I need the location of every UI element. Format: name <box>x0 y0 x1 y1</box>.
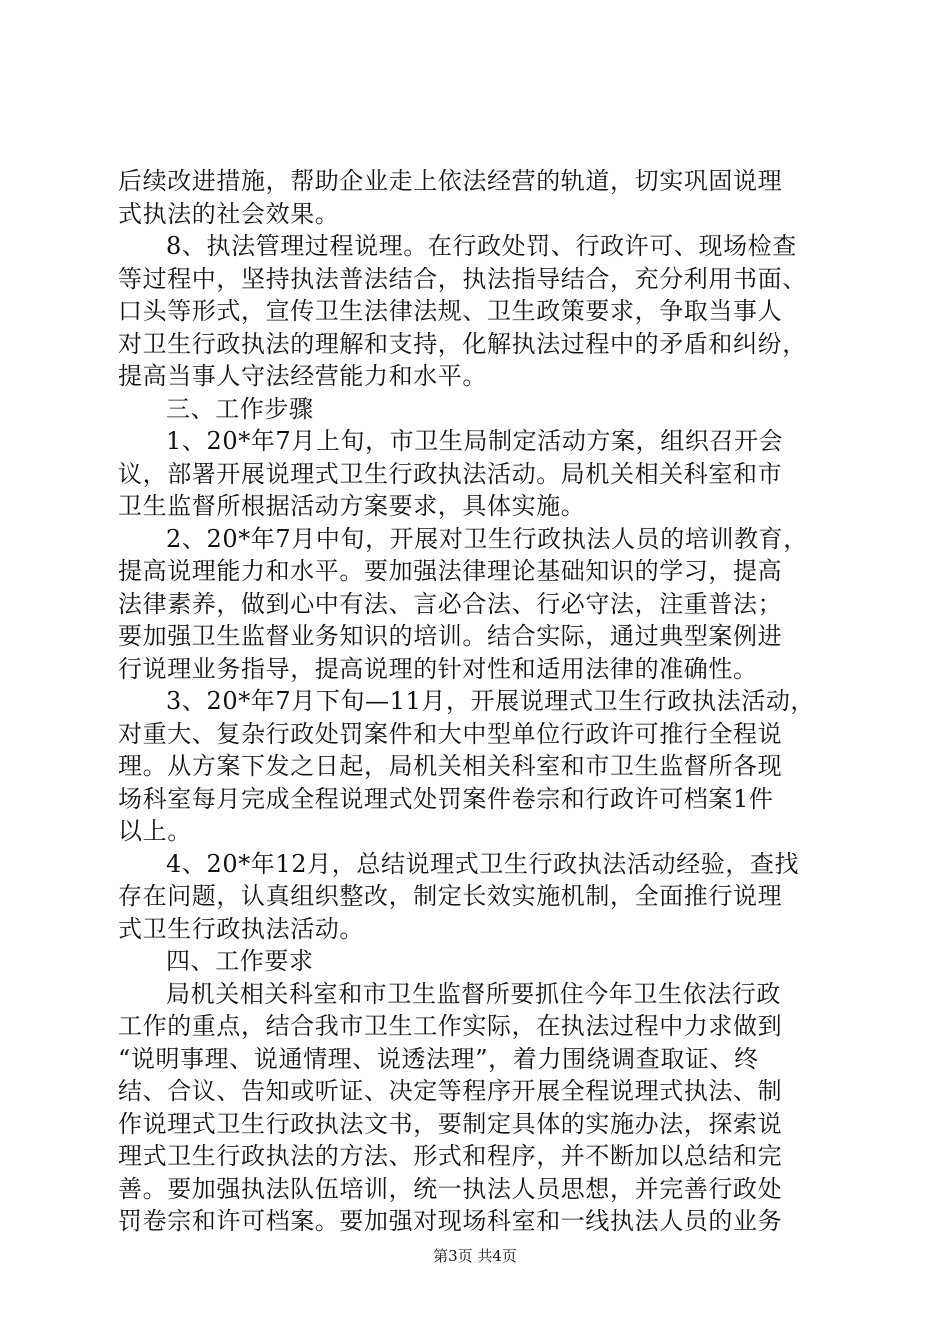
text-line: 存在问题，认真组织整改，制定长效实施机制，全面推行说理 <box>118 882 783 910</box>
text-line: “说明事理、说通情理、说透法理”，着力围绕调查取证、终 <box>118 1044 759 1073</box>
document-body <box>118 165 838 1238</box>
text-line: 善。要加强执法队伍培训，统一执法人员思想，并完善行政处 <box>118 1174 783 1203</box>
text-line: 以上。 <box>118 817 192 845</box>
text-line: 四、工作要求 <box>166 947 314 975</box>
text-line: 式执法的社会效果。 <box>118 199 340 228</box>
text-line: 2、20*年7月中旬，开展对卫生行政执法人员的培训教育， <box>166 524 808 553</box>
text-line: 行说理业务指导，提高说理的针对性和适用法律的准确性。 <box>118 654 758 683</box>
text-line: 等过程中，坚持执法普法结合，执法指导结合，充分利用书面、 <box>118 264 807 293</box>
text-line: 法律素养，做到心中有法、言必合法、行必守法，注重普法； <box>118 589 783 618</box>
text-line: 罚卷宗和许可档案。要加强对现场科室和一线执法人员的业务 <box>118 1207 783 1235</box>
text-line: 式卫生行政执法活动。 <box>118 914 364 943</box>
text-line: 工作的重点，结合我市卫生工作实际，在执法过程中力求做到 <box>118 1012 783 1040</box>
text-line: 对重大、复杂行政处罚案件和大中型单位行政许可推行全程说 <box>118 719 783 748</box>
page-footer: 第3页 共4页 <box>433 1247 517 1265</box>
text-line: 4、20*年12月，总结说理式卫生行政执法活动经验，查找 <box>166 849 800 878</box>
text-line: 局机关相关科室和市卫生监督所要抓住今年卫生依法行政 <box>166 979 781 1008</box>
text-line: 三、工作步骤 <box>166 394 314 423</box>
text-line: 场科室每月完成全程说理式处罚案件卷宗和行政许可档案1件 <box>118 784 774 813</box>
text-line: 提高当事人守法经营能力和水平。 <box>118 362 487 390</box>
text-line: 结、合议、告知或听证、决定等程序开展全程说理式执法、制 <box>118 1077 783 1105</box>
text-line: 卫生监督所根据活动方案要求，具体实施。 <box>118 492 586 520</box>
text-line: 口头等形式，宣传卫生法律法规、卫生政策要求，争取当事人 <box>118 297 783 325</box>
text-line: 理式卫生行政执法的方法、形式和程序，并不断加以总结和完 <box>118 1142 783 1170</box>
text-line: 后续改进措施，帮助企业走上依法经营的轨道，切实巩固说理 <box>118 167 783 195</box>
text-line: 要加强卫生监督业务知识的培训。结合实际，通过典型案例进 <box>118 622 783 650</box>
text-line: 8、执法管理过程说理。在行政处罚、行政许可、现场检查 <box>166 232 797 260</box>
text-line: 1、20*年7月上旬，市卫生局制定活动方案，组织召开会 <box>166 427 784 455</box>
text-line: 对卫生行政执法的理解和支持，化解执法过程中的矛盾和纠纷， <box>118 329 807 358</box>
text-line: 作说理式卫生行政执法文书，要制定具体的实施办法，探索说 <box>118 1109 783 1138</box>
text-line: 议，部署开展说理式卫生行政执法活动。局机关相关科室和市 <box>118 459 783 488</box>
text-line: 理。从方案下发之日起，局机关相关科室和市卫生监督所各现 <box>118 752 783 780</box>
text-line: 提高说理能力和水平。要加强法律理论基础知识的学习，提高 <box>118 557 783 585</box>
text-line: 3、20*年7月下旬—11月，开展说理式卫生行政执法活动， <box>166 687 816 715</box>
